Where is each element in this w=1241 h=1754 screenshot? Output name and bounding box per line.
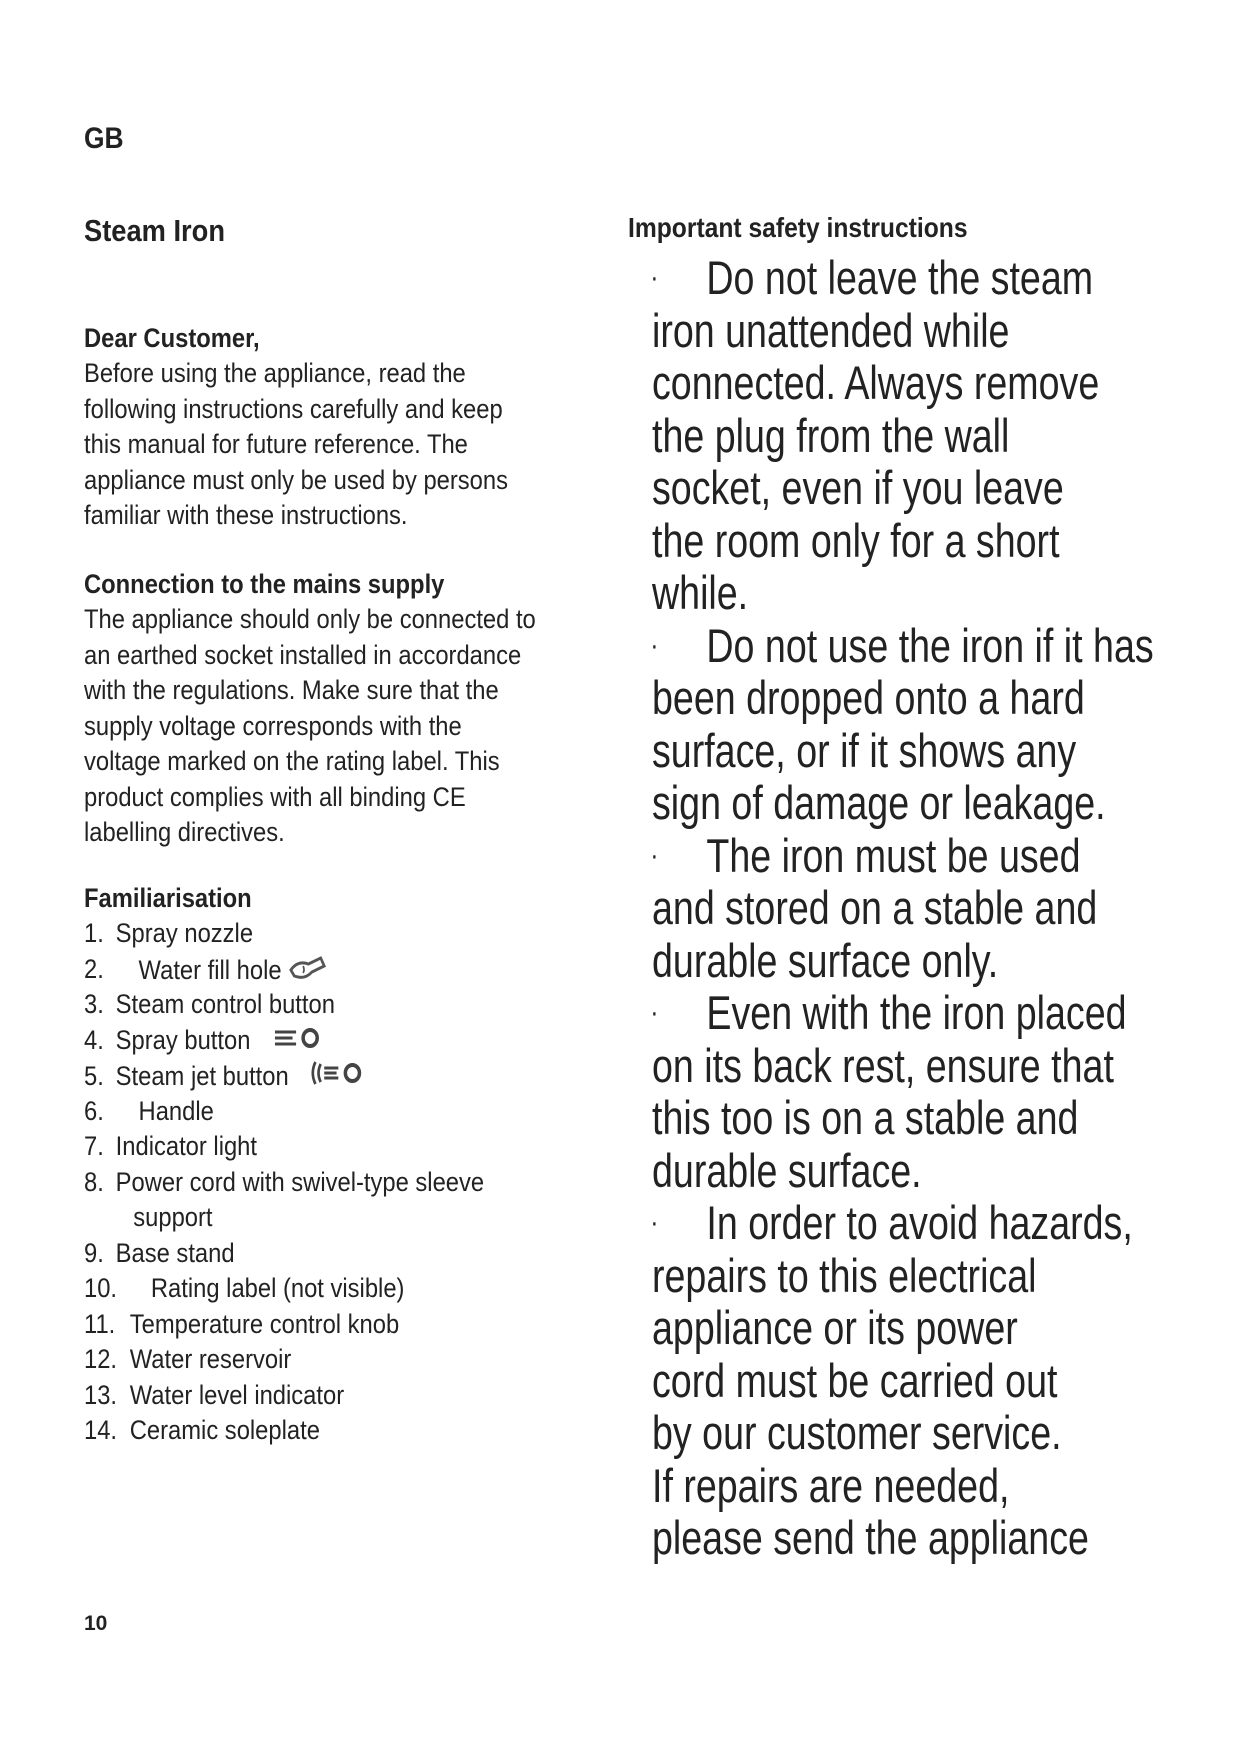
parts-list-item: [84, 1378, 577, 1414]
parts-list-item: [84, 1023, 577, 1059]
safety-line-text: please send the appliance: [652, 1511, 1089, 1564]
bullet-marker: ·: [650, 996, 659, 1029]
safety-text-line: [652, 1512, 1212, 1565]
safety-section: [652, 252, 1212, 1565]
language-code: GB: [84, 122, 124, 155]
mains-text-line: with the regulations. Make sure that the: [84, 675, 499, 705]
intro-heading: Dear Customer,: [84, 323, 260, 353]
safety-text-line: [652, 1250, 1212, 1303]
intro-text-line: Before using the appliance, read the: [84, 358, 466, 388]
safety-line-text: repairs to this electrical: [652, 1248, 1037, 1302]
bullet-marker: ·: [650, 838, 659, 872]
item-number: 9.: [84, 1237, 104, 1268]
item-number: 2.: [84, 954, 104, 985]
safety-text-line: [652, 1092, 1212, 1145]
safety-text-line: [652, 357, 1212, 410]
safety-line-text: Even with the iron placed: [706, 986, 1127, 1039]
item-number: 1.: [84, 918, 104, 948]
safety-line-text: iron unattended while: [652, 303, 1010, 357]
item-number: 14.: [84, 1415, 118, 1445]
safety-line-text: and stored on a stable and: [652, 881, 1098, 934]
item-label: Water reservoir: [129, 1344, 292, 1374]
safety-text-line: [652, 935, 1212, 988]
safety-text-line: [652, 410, 1212, 463]
safety-heading: Important safety instructions: [628, 212, 968, 243]
item-label: Water level indicator: [129, 1379, 345, 1410]
safety-bullet-line: [652, 1197, 1212, 1250]
safety-text-line: [652, 1355, 1212, 1408]
item-number: 11.: [84, 1308, 116, 1339]
safety-text-line: [652, 1302, 1212, 1355]
bullet-marker: ·: [650, 261, 659, 294]
item-label: Base stand: [115, 1237, 235, 1268]
safety-text-line: [652, 1040, 1212, 1093]
safety-text-line: [652, 305, 1212, 358]
steam-jet-icon: [308, 1058, 366, 1098]
item-label: support: [133, 1202, 213, 1232]
safety-line-text: the plug from the wall: [652, 408, 1010, 462]
safety-text-line: [652, 725, 1212, 778]
item-number: 13.: [84, 1379, 118, 1410]
safety-line-text: the room only for a short: [652, 513, 1060, 567]
safety-text-line: [652, 567, 1212, 620]
safety-bullet-line: [652, 830, 1212, 883]
item-label: Water fill hole: [138, 954, 282, 985]
safety-bullet-line: [652, 987, 1212, 1040]
intro-text-line: this manual for future reference. The: [84, 429, 468, 459]
parts-list-item: [84, 1271, 577, 1307]
safety-line-text: appliance or its power: [652, 1301, 1018, 1354]
safety-text-line: [652, 882, 1212, 935]
mains-text: [84, 602, 644, 851]
safety-text-line: [652, 515, 1212, 568]
safety-line-text: If repairs are needed,: [652, 1458, 1010, 1512]
intro-text-line: familiar with these instructions.: [84, 500, 408, 530]
item-label: Temperature control knob: [129, 1308, 400, 1339]
item-number: 10.: [84, 1273, 118, 1303]
intro-section: [84, 320, 644, 534]
safety-text-line: [652, 1145, 1212, 1198]
safety-text-line: [652, 777, 1212, 830]
safety-line-text: Do not leave the steam: [706, 251, 1094, 304]
safety-text-line: [652, 1460, 1212, 1513]
parts-list-item: [84, 916, 577, 952]
safety-line-text: surface, or if it shows any: [652, 723, 1077, 777]
familiarisation-heading: Familiarisation: [84, 883, 252, 913]
familiarisation-section: [84, 880, 644, 1449]
item-label: Ceramic soleplate: [129, 1415, 320, 1445]
item-number: 6.: [84, 1095, 104, 1126]
mains-text-line: supply voltage corresponds with the: [84, 710, 462, 741]
parts-list-item: [84, 1129, 577, 1165]
item-number: 3.: [84, 989, 104, 1019]
item-label: Steam jet button: [115, 1060, 289, 1091]
spray-icon: [273, 1024, 322, 1060]
parts-list-item: [84, 1094, 577, 1130]
item-number: 5.: [84, 1060, 104, 1091]
mains-section: [84, 566, 644, 851]
safety-bullet-line: [652, 252, 1212, 305]
intro-text: [84, 356, 644, 534]
safety-bullet-line: [652, 620, 1212, 673]
mains-text-line: labelling directives.: [84, 817, 285, 847]
parts-list-item: [84, 1342, 577, 1378]
parts-list-item: [84, 952, 577, 988]
parts-list-item: [84, 1165, 577, 1201]
mains-text-line: product complies with all binding CE: [84, 781, 466, 812]
item-label: Steam control button: [115, 989, 335, 1019]
safety-line-text: durable surface.: [652, 1143, 922, 1197]
safety-line-text: this too is on a stable and: [652, 1091, 1079, 1144]
safety-line-text: sign of damage or leakage.: [652, 776, 1106, 829]
water-fill-icon: [287, 952, 327, 992]
safety-line-text: socket, even if you leave: [652, 461, 1064, 514]
item-label: Power cord with swivel-type sleeve: [115, 1166, 485, 1197]
parts-list-item: [84, 1200, 577, 1236]
bullet-marker: ·: [650, 628, 659, 662]
safety-line-text: while.: [652, 566, 749, 619]
safety-line-text: by our customer service.: [652, 1406, 1062, 1459]
parts-list-item: [84, 1058, 577, 1094]
item-number: 8.: [84, 1166, 104, 1197]
item-number: 7.: [84, 1131, 104, 1161]
safety-line-text: on its back rest, ensure that: [652, 1038, 1114, 1092]
page-number: 10: [84, 1612, 108, 1635]
safety-line-text: In order to avoid hazards,: [706, 1196, 1133, 1249]
safety-text-line: [652, 462, 1212, 515]
safety-text-line: [652, 672, 1212, 725]
parts-list-item: [84, 1413, 577, 1449]
document-title: Steam Iron: [84, 213, 225, 248]
safety-text: [652, 252, 1212, 1565]
safety-text-line: [652, 1407, 1212, 1460]
item-label: Handle: [138, 1095, 214, 1126]
item-label: Spray nozzle: [115, 918, 254, 948]
safety-line-text: durable surface only.: [652, 933, 999, 987]
parts-list-item: [84, 1236, 577, 1272]
item-number: 4.: [84, 1024, 104, 1055]
intro-text-line: appliance must only be used by persons: [84, 464, 508, 495]
mains-text-line: an earthed socket installed in accordance: [84, 639, 522, 670]
item-number: 12.: [84, 1344, 118, 1374]
safety-line-text: cord must be carried out: [652, 1353, 1058, 1407]
parts-list-item: [84, 987, 577, 1023]
safety-line-text: Do not use the iron if it has: [706, 618, 1154, 672]
mains-text-line: voltage marked on the rating label. This: [84, 746, 500, 776]
safety-line-text: connected. Always remove: [652, 356, 1100, 409]
safety-line-text: been dropped onto a hard: [652, 671, 1085, 724]
item-label: Rating label (not visible): [150, 1273, 405, 1303]
intro-text-line: following instructions carefully and keep: [84, 393, 503, 424]
mains-text-line: The appliance should only be connected to: [84, 604, 536, 634]
bullet-marker: ·: [650, 1206, 659, 1239]
safety-line-text: The iron must be used: [706, 828, 1081, 882]
item-label: Indicator light: [115, 1131, 258, 1161]
parts-list-item: [84, 1307, 577, 1343]
parts-list: [84, 916, 577, 1449]
mains-heading: Connection to the mains supply: [84, 569, 445, 599]
item-label: Spray button: [115, 1024, 251, 1055]
